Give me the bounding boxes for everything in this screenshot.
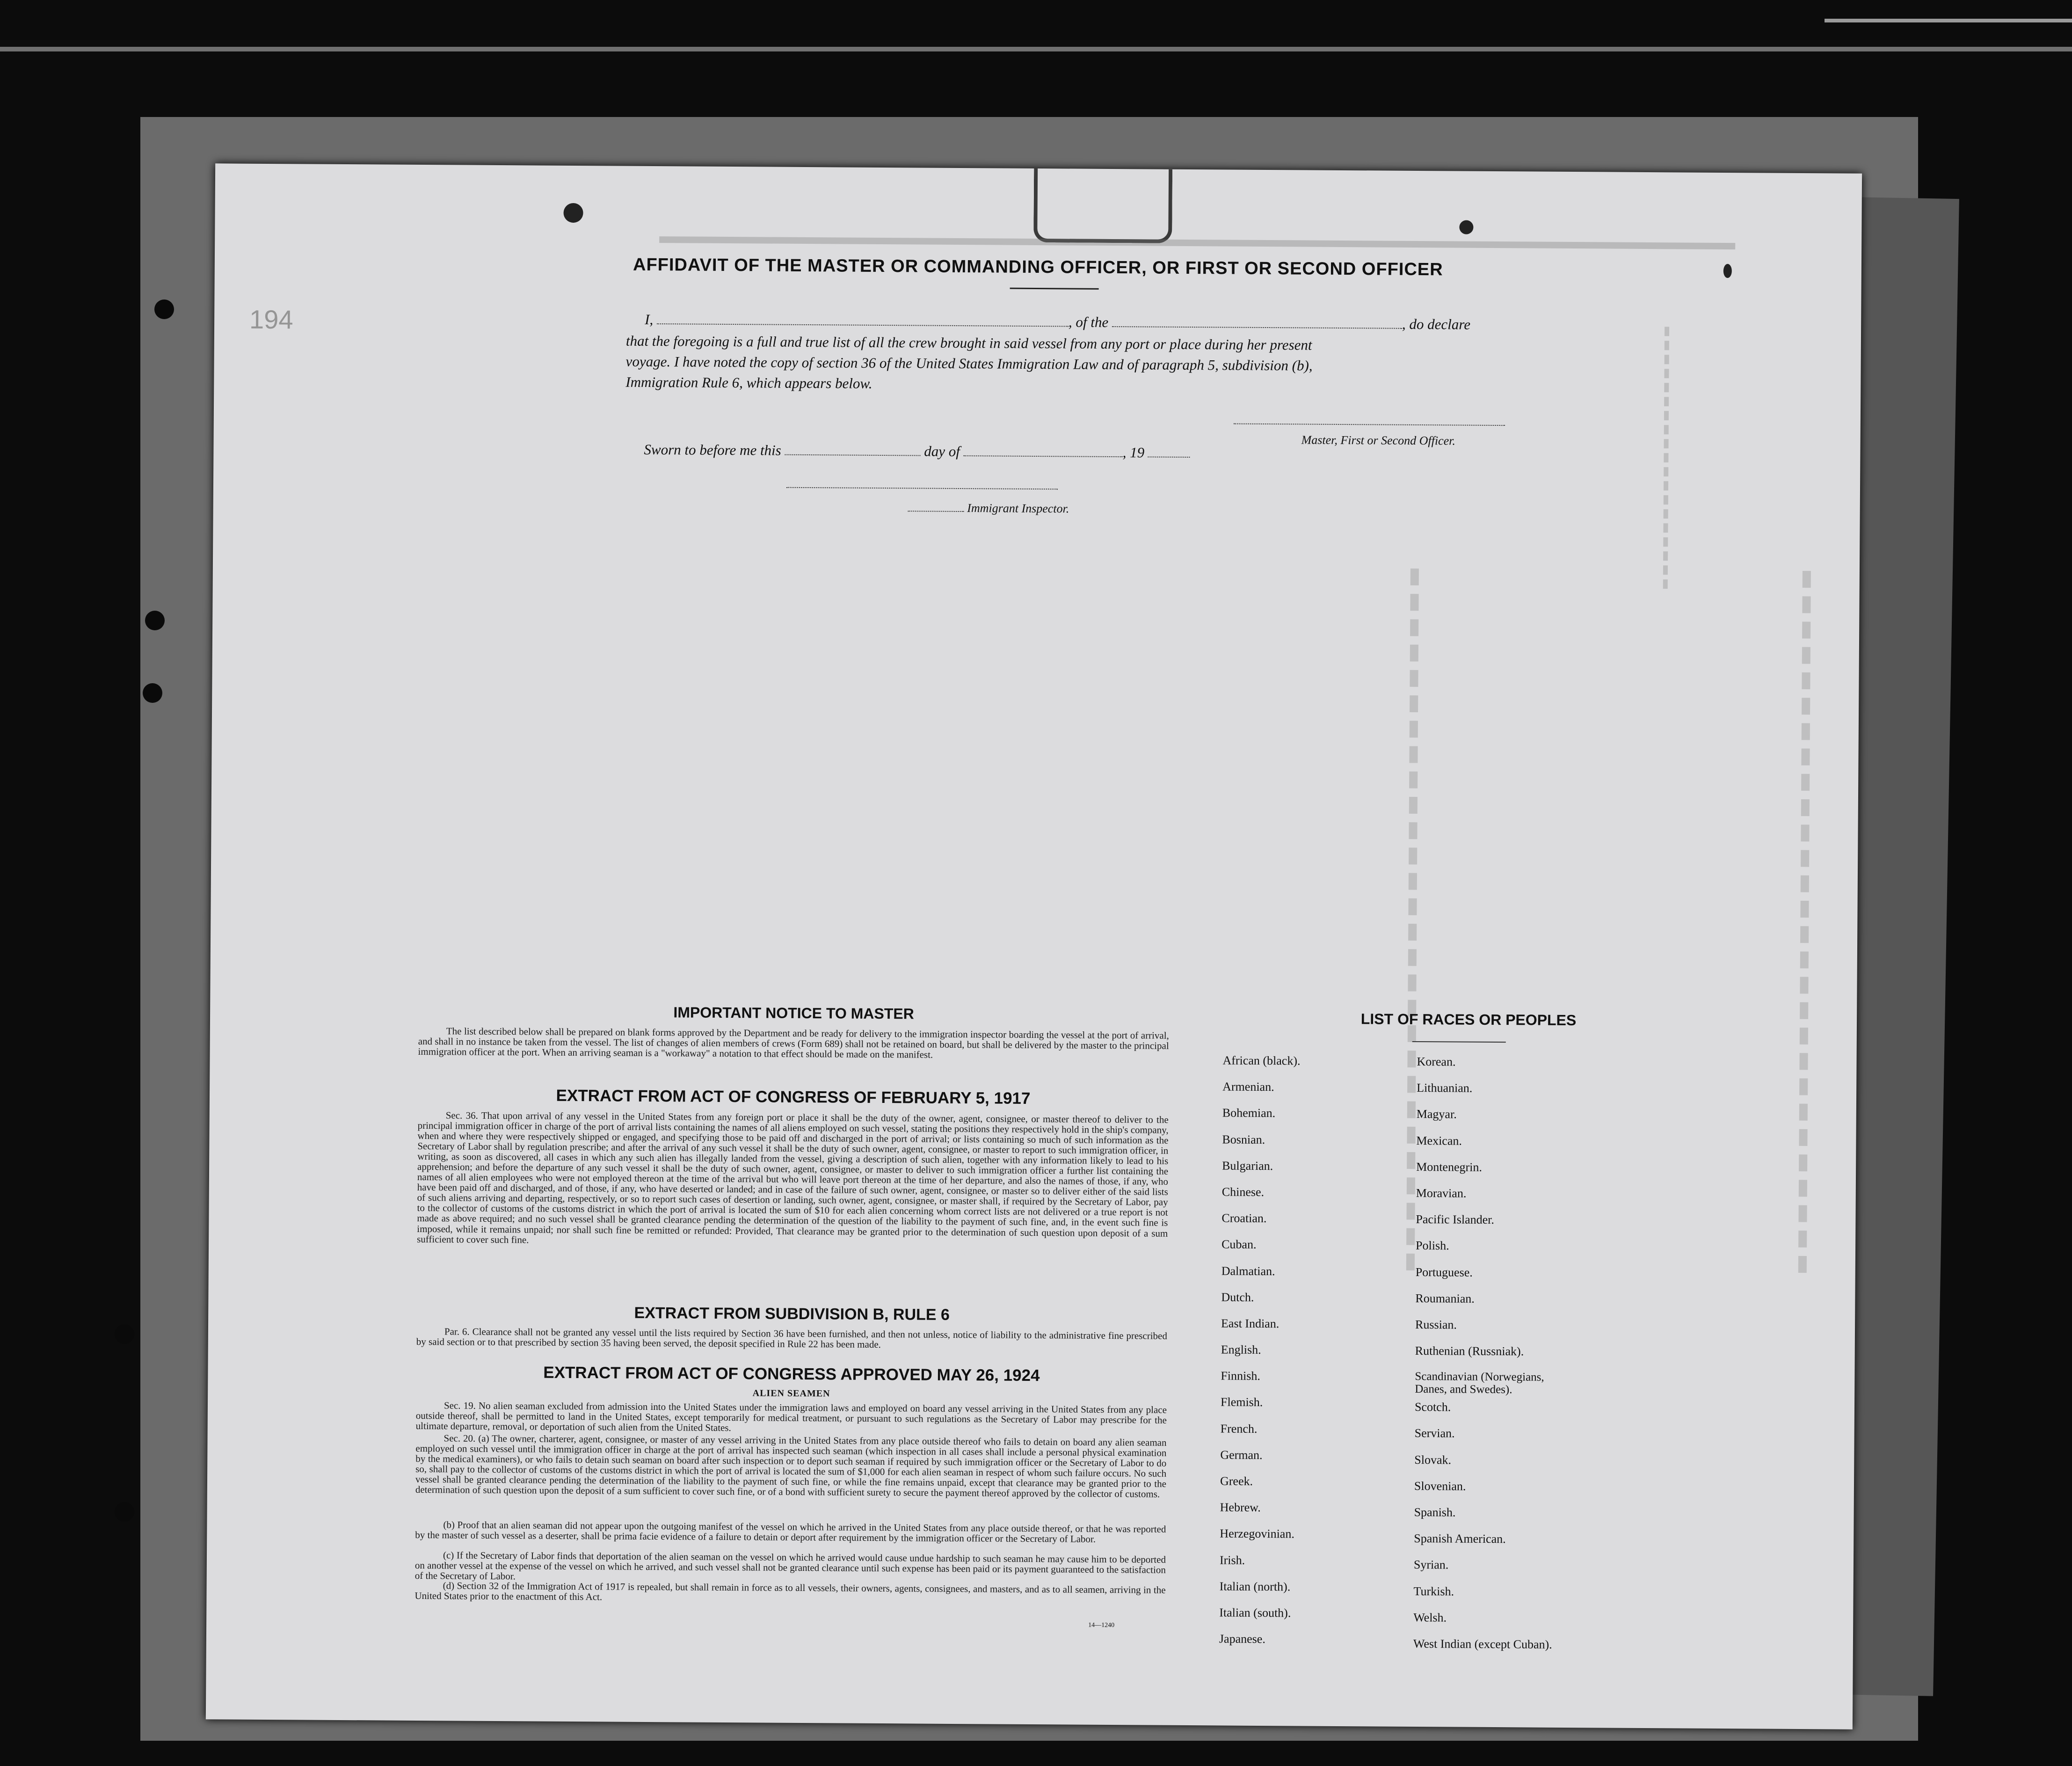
- sworn-prefix: Sworn to before me this: [644, 441, 781, 459]
- sec19-body: Sec. 19. No alien seaman excluded from admission into the United States under the immigration laws and employed on board any vessel arriving in the United States from any place outside thereof, shall be permitted to land in the United States, except temporarily for medical treatment, or pursuant to such regulations as the Secretary of Labor may prescribe for the ultimate departure, removal, or deportation of such alien from the United States.: [415, 1400, 1167, 1434]
- race-item: Armenian.: [1222, 1080, 1274, 1094]
- extract-1924-title: EXTRACT FROM ACT OF CONGRESS APPROVED MAY 26, 1924: [543, 1363, 1040, 1385]
- race-item: Slovenian.: [1414, 1479, 1466, 1493]
- race-item: Servian.: [1414, 1426, 1455, 1440]
- race-item: Mexican.: [1416, 1133, 1462, 1148]
- paper-clip-icon: [1033, 168, 1172, 243]
- race-item: Bulgarian.: [1222, 1159, 1273, 1173]
- notice-title: IMPORTANT NOTICE TO MASTER: [673, 1004, 914, 1022]
- race-item: French.: [1220, 1422, 1258, 1436]
- race-item: Spanish.: [1414, 1505, 1456, 1519]
- affidavit-line-4: Immigration Rule 6, which appears below.: [625, 373, 872, 392]
- binder-hole-icon: [145, 611, 165, 630]
- sworn-line: [644, 442, 1190, 460]
- races-title: LIST OF RACES OR PEOPLES: [1360, 1010, 1577, 1029]
- sec20a-body: Sec. 20. (a) The owner, charterer, agent, consignee, or master of any vessel arriving in the United States from any place outside thereof who fails to detain on board any alien seaman employed on such vessel until the immigration officer in charge at the port of arrival has inspected such seaman (which inspection in all cases shall include a personal physical examination by the medical examiners), or who fails to detain such seaman on board after such inspection or to deport such seaman if required by such immigration officer or the Secretary of Labor to do so, shall pay to the collector of customs of the customs district in which the port of arrival is located the sum of $1,000 for each alien seaman in respect of whom such failure occurs. No such vessel shall be granted clearance pending the determination of the liability to the payment of such fine, or while the fine remains unpaid, except that clearance may be granted prior to the determination of such question upon the deposit of a sum sufficient to cover such fine, or of a bond with sufficient surety to secure the payment thereof approved by the collector of customs.: [415, 1432, 1167, 1500]
- sworn-year: , 19: [1122, 444, 1145, 461]
- sworn-year-blank: [1148, 445, 1190, 458]
- affidavit-line-1: [645, 312, 1470, 332]
- race-item: Greek.: [1220, 1474, 1253, 1488]
- affidavit-title: AFFIDAVIT OF THE MASTER OR COMMANDING OFFICER, OR FIRST OR SECOND OFFICER: [633, 255, 1443, 280]
- affidavit-of-the: , of the: [1068, 314, 1109, 330]
- race-item: Portuguese.: [1415, 1265, 1473, 1279]
- binder-hole-icon: [115, 1502, 134, 1522]
- form-number: 14—1240: [1088, 1621, 1115, 1629]
- affidavit-line-2: that the foregoing is a full and true list of all the crew brought in said vessel from any port or place during her present: [625, 332, 1312, 353]
- race-item: Polish.: [1416, 1239, 1449, 1253]
- sec20c-body: (c) If the Secretary of Labor finds that deportation of the alien seaman on the vessel on which he arrived would cause undue hardship to such seaman he may cause him to be deported on another vessel at the expense of the vessel on which he arrived, and such vessel shall not be granted clearance until such expense has been paid or its payment guaranteed to the satisfaction of the Secretary of Labor.: [414, 1549, 1166, 1582]
- race-item: Irish.: [1219, 1553, 1245, 1567]
- sec20d-body: (d) Section 32 of the Immigration Act of 1917 is repealed, but shall remain in force as to all vessels, their owners, agents, consignees, and masters, and as to all seamen, arriving in the United States prior to the enactment of this Act.: [414, 1580, 1166, 1603]
- manifest-page: [206, 163, 1862, 1729]
- race-item: Italian (north).: [1219, 1579, 1291, 1594]
- punch-hole-icon: [1459, 220, 1473, 234]
- race-item: East Indian.: [1221, 1316, 1280, 1331]
- punch-hole-icon: [563, 203, 583, 223]
- race-item: Scotch.: [1414, 1400, 1451, 1414]
- race-item: Italian (south).: [1219, 1605, 1291, 1620]
- races-right-column: [1413, 1055, 1571, 1664]
- race-item: Turkish.: [1413, 1584, 1454, 1598]
- alien-seamen-subtitle: ALIEN SEAMEN: [752, 1388, 830, 1399]
- race-item: Welsh.: [1413, 1610, 1447, 1625]
- master-signature-line: [1234, 423, 1505, 426]
- margin-number: 194: [249, 304, 293, 335]
- binder-hole-icon: [115, 1324, 134, 1344]
- race-item: Scandinavian (Norwegians, Danes, and Swedes).: [1415, 1370, 1544, 1396]
- title-rule: [1010, 288, 1099, 290]
- race-item: Roumanian.: [1415, 1291, 1475, 1306]
- affidavit-line-3: voyage. I have noted the copy of section 36 of the United States Immigration Law and of paragraph 5, subdivision (b),: [625, 353, 1313, 374]
- race-item: Bohemian.: [1222, 1106, 1276, 1120]
- race-item: West Indian (except Cuban).: [1413, 1636, 1552, 1651]
- scan-edge-line: [1825, 19, 2072, 22]
- race-item: Ruthenian (Russniak).: [1415, 1344, 1524, 1358]
- race-item: English.: [1221, 1343, 1261, 1357]
- scan-edge-line: [0, 47, 2072, 51]
- race-item: Finnish.: [1221, 1369, 1261, 1383]
- race-item: Dalmatian.: [1221, 1263, 1275, 1278]
- race-item: Magyar.: [1416, 1107, 1457, 1121]
- inspector-caption-text: Immigrant Inspector.: [967, 501, 1069, 516]
- extract-rule6-title: EXTRACT FROM SUBDIVISION B, RULE 6: [634, 1304, 950, 1324]
- race-item: Cuban.: [1221, 1237, 1257, 1252]
- race-item: Flemish.: [1220, 1395, 1263, 1409]
- race-item: Pacific Islander.: [1416, 1212, 1495, 1227]
- race-item: Syrian.: [1413, 1558, 1449, 1572]
- race-item: Russian.: [1415, 1317, 1457, 1332]
- race-item: Bosnian.: [1222, 1132, 1265, 1146]
- inspector-signature-line: [786, 486, 1058, 490]
- master-caption: Master, First or Second Officer.: [1301, 433, 1456, 448]
- extract-1917-body: Sec. 36. That upon arrival of any vessel in the United States from any foreign port or place it shall be the duty of the owner, agent, consignee, or master thereof to deliver to the principal immigration officer in charge of the port of arrival lists containing the names of all aliens employed on such vessel, stating the positions they respectively hold in the ship's company, when and where they were respectively shipped or engaged, and specifying those to be paid off and discharged in the port of arrival; or lists containing so much of such information as the Secretary of Labor shall by regulation prescribe; and after the arrival of any such vessel it shall be the duty of such owner, agent, consignee, or master to report to such immigration officer, in writing, as soon as discovered, all cases in which any such alien has illegally landed from the vessel, giving a description of such alien, together with any information likely to lead to his apprehension; and before the departure of any such vessel it shall be the duty of such owner, agent, consignee, or master to deliver to such immigration officer a further list containing the names of all alien employees who were not employed thereon at the time of the arrival but who will leave port thereon at the time of her departure, and also the names of those, if any, who have been paid off and discharged, and of those, if any, who have deserted or landed; and in case of the failure of such owner, agent, consignee, or master so to deliver either of the said lists of such aliens arriving and departing, respectively, or so to report such cases of desertion or landing, such owner, agent, consignee, or master shall, if required by the Secretary of Labor, pay to the collector of customs of the customs district in which the port of arrival is located the sum of $10 for each alien concerning whom correct lists are not delivered or a true report is not made as above required; and no such vessel shall be granted clearance pending the determination of the question of the liability to the payment of such fine, and, in the event such fine is imposed, while it remains unpaid; nor shall such fine be remitted or refunded: Provided, That clearance may be granted prior to the determination of such question upon deposit of a sum sufficient to cover such fine.: [417, 1109, 1169, 1245]
- sworn-day-blank: [785, 443, 920, 456]
- race-item: Lithuanian.: [1417, 1081, 1473, 1095]
- inspector-caption: [908, 501, 1069, 516]
- notice-body: The list described below shall be prepared on blank forms approved by the Department and be ready for delivery to the immigration inspector boarding the vessel at the port of arrival, and shall in no instance be taken from the vessel. The list of changes of alien members of crews (Form 689) shall not be retained on board, but shall be delivered by the master to the principal immigration officer at the port. When an arriving seaman is a "workaway" a notation to that effect should be made on the manifest.: [418, 1025, 1169, 1060]
- sworn-day-of: day of: [924, 443, 960, 460]
- race-item: Moravian.: [1416, 1186, 1467, 1200]
- race-item: Dutch.: [1221, 1290, 1254, 1304]
- extract-1917-title: EXTRACT FROM ACT OF CONGRESS OF FEBRUARY 5, 1917: [556, 1086, 1031, 1108]
- races-left-column: [1219, 1054, 1301, 1659]
- affidavit-declare: , do declare: [1402, 315, 1471, 333]
- race-item: Spanish American.: [1414, 1532, 1506, 1546]
- race-item: African (black).: [1222, 1053, 1301, 1068]
- affidavit-i: I,: [645, 311, 654, 328]
- name-blank: [657, 312, 1069, 327]
- race-item: Croatian.: [1221, 1211, 1267, 1226]
- race-item: Herzegovinian.: [1220, 1526, 1294, 1541]
- race-item: Hebrew.: [1220, 1500, 1261, 1515]
- race-item: Slovak.: [1414, 1452, 1452, 1467]
- extract-rule6-body: Par. 6. Clearance shall not be granted any vessel until the lists required by Section 36 have been furnished, and then not unless, notice of liability to the administrative fine prescribed by said section or to that prescribed by section 35 having been served, the deposit specified in Rule 22 has been made.: [416, 1326, 1167, 1350]
- binder-hole-icon: [154, 299, 174, 319]
- sworn-month-blank: [964, 444, 1123, 457]
- race-item: Montenegrin.: [1416, 1160, 1483, 1174]
- binder-hole-icon: [143, 683, 162, 703]
- race-item: German.: [1220, 1448, 1263, 1462]
- sec20b-body: (b) Proof that an alien seaman did not appear upon the outgoing manifest of the vessel on which he arrived in the United States from any place outside thereof, or that he was reported by the master of such vessel as a deserter, shall be prima facie evidence of a failure to detain or deport after requirement by the immigration officer or the Secretary of Labor.: [415, 1519, 1166, 1545]
- vessel-blank: [1112, 315, 1402, 329]
- race-item: Korean.: [1417, 1055, 1456, 1069]
- race-item: Chinese.: [1221, 1185, 1265, 1199]
- race-item: Japanese.: [1219, 1632, 1265, 1646]
- bleed-through-text: [1663, 327, 1847, 590]
